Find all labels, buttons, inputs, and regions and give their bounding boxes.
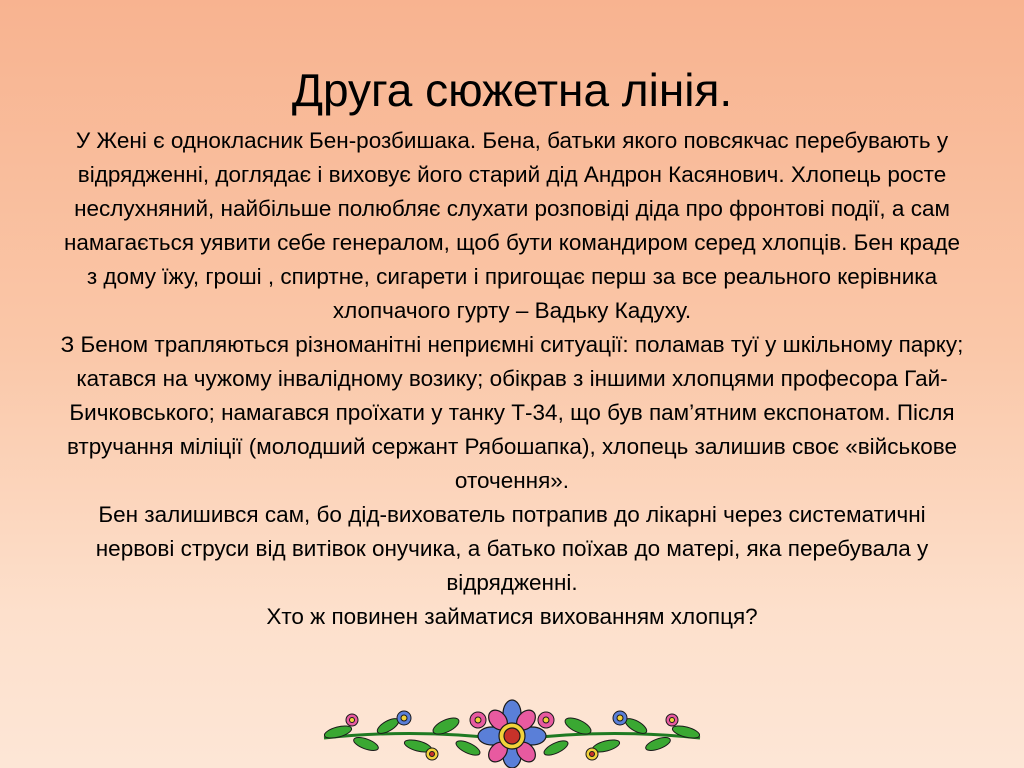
floral-garland-icon — [318, 698, 706, 768]
slide-title: Друга сюжетна лінія. — [291, 64, 733, 116]
paragraph-1: У Жені є однокласник Бен-розбишака. Бена, батьки якого повсякчас перебувають у відрядженні, доглядає і виховує його старий дід Андрон Касянович. Хлопець росте неслухняний, найбільше полюбляє слухати розповіді діда про фронтові події, а сам намагається уявити себе генералом, щоб бути командиром серед хлопців. Бен краде з дому їжу, гроші , спиртне, сигарети і пригощає перш за все реального керівника хлопчачого гурту – Вадьку Кадуху. — [63, 128, 961, 323]
slide-body — [60, 124, 964, 634]
paragraph-4: Хто ж повинен займатися вихованням хлопця? — [266, 604, 758, 629]
paragraph-3: Бен залишився сам, бо дід-вихователь потрапив до лікарні через систематичні нервові струси від витівок онучика, а батько поїхав до матері, яка перебувала у відрядженні. — [95, 502, 929, 595]
paragraph-2: З Беном трапляються різноманітні неприємні ситуації: поламав туї у шкільному парку; катався на чужому інвалідному возику; обікрав з іншими хлопцями професора Гай-Бичковського; намагався проїхати у танку Т-34, що був пам’ятним експонатом. Після втручання міліції (молодший сержант Рябошапка), хлопець залишив своє «військове оточення». — [60, 332, 964, 493]
